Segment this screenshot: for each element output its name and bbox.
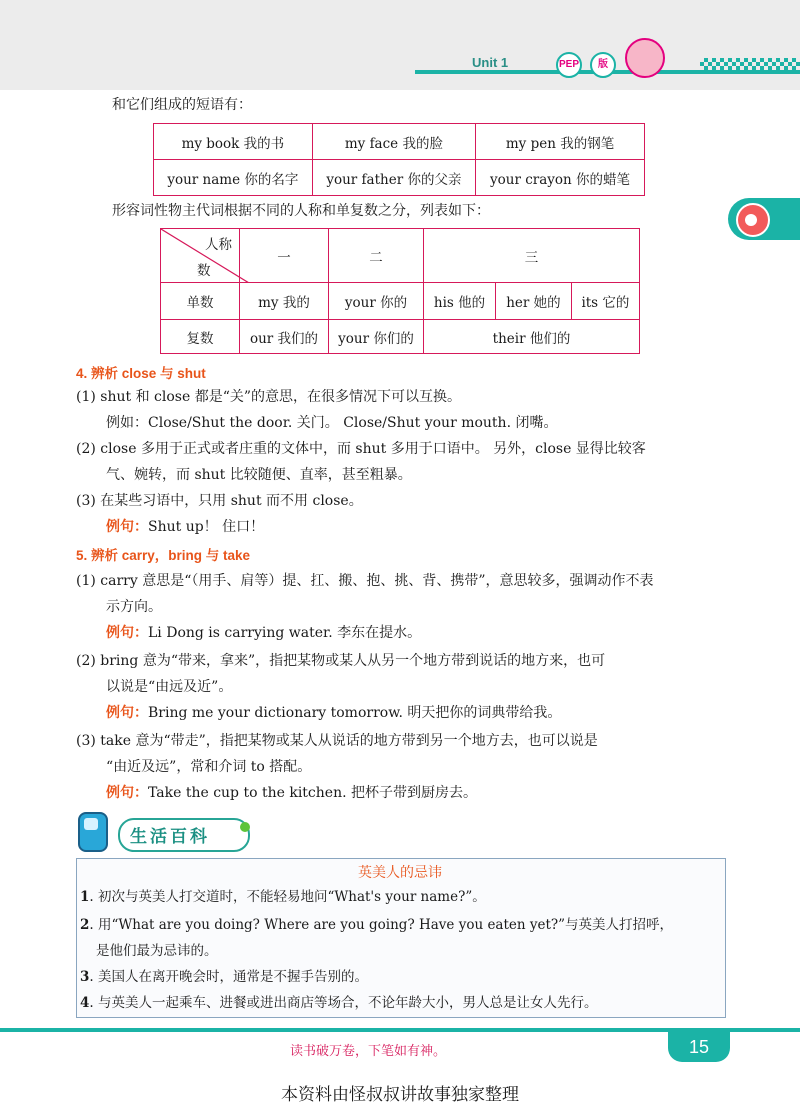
table-cell: your 你们的: [329, 320, 424, 354]
section-4-line: (2) close 多用于正式或者庄重的文体中，而 shut 多用于口语中。 另外，close 显得比较客: [76, 441, 646, 457]
example-text: Shut up！ 住口！: [148, 519, 265, 535]
section-5-example: [106, 700, 561, 726]
col-header: 一: [240, 229, 329, 283]
taboo-box-title: 英美人的忌讳: [358, 864, 442, 880]
pep-badge: PEP: [556, 52, 582, 78]
taboo-item: 4. 与英美人一起乘车、进餐或进出商店等场合，不论年龄大小，男人总是让女人先行。: [80, 995, 598, 1011]
table-cell: my pen 我的钢笔: [476, 124, 645, 160]
taboo-item: 2. 用“What are you doing? Where are you going? Have you eaten yet?”与英美人打招呼，: [80, 917, 674, 933]
header-band: [0, 0, 800, 90]
taboo-item: 1. 初次与英美人打交道时，不能轻易地问“What's your name?”。: [80, 889, 486, 905]
example-label: 例句：: [106, 705, 148, 721]
corner-bottom-label: 数: [197, 263, 211, 279]
section-5-line: (2) bring 意为“带来，拿来”，指把某物或某人从另一个地方带到说话的地方来，也可: [76, 653, 606, 669]
intro-text: 和它们组成的短语有：: [112, 97, 252, 113]
green-dot-icon: [240, 822, 250, 832]
table-cell: my 我的: [240, 283, 329, 320]
unit-label: Unit 1: [472, 55, 509, 70]
table-cell: its 它的: [571, 283, 639, 320]
taboo-item: 3. 美国人在离开晚会时，通常是不握手告别的。: [80, 969, 368, 985]
fox-face: [745, 214, 757, 226]
section-5-line: (3) take 意为“带走”，指把某物或某人从说话的地方带到另一个地方去，也可以说是: [76, 733, 598, 749]
section-5-line: “由近及远”，常和介词 to 搭配。: [106, 759, 312, 775]
life-heading: 生活百科: [130, 827, 210, 846]
section-4-line: 气、婉转，而 shut 比较随便、直率，甚至粗暴。: [106, 467, 412, 483]
table-cell: your name 你的名字: [154, 160, 313, 196]
table-cell: my book 我的书: [154, 124, 313, 160]
corner-top-label: 人称: [205, 237, 232, 253]
section-4-example: [106, 514, 264, 540]
page-number: 15: [668, 1032, 730, 1062]
col-header: 三: [424, 229, 640, 283]
pronoun-intro: 形容词性物主代词根据不同的人称和单复数之分，列表如下：: [112, 203, 490, 219]
section-5-line: 以说是“由远及近”。: [106, 679, 233, 695]
credit-line: 本资料由怪叔叔讲故事独家整理: [281, 1085, 519, 1104]
cartoon-girl-icon: [625, 38, 665, 78]
example-label: 例句：: [106, 519, 148, 535]
section-5-example: [106, 620, 421, 646]
edition-badge: 版: [590, 52, 616, 78]
phone-screen: [84, 818, 98, 830]
section-5-title: 5. 辨析 carry，bring 与 take: [76, 548, 251, 563]
example-label: 例句：: [106, 625, 148, 641]
section-5-line: (1) carry 意思是“（用手、肩等）提、扛、搬、抱、挑、背、携带”，意思较多，强调动作不表: [76, 573, 654, 589]
section-4-line: (1) shut 和 close 都是“关”的意思，在很多情况下可以互换。: [76, 389, 462, 405]
table-cell: our 我们的: [240, 320, 329, 354]
table-cell: my face 我的脸: [312, 124, 475, 160]
example-text: Take the cup to the kitchen. 把杯子带到厨房去。: [148, 785, 477, 801]
table-cell: your father 你的父亲: [312, 160, 475, 196]
section-4-line: 例如：Close/Shut the door. 关门。 Close/Shut your mouth. 闭嘴。: [106, 415, 558, 431]
table-cell: your crayon 你的蜡笔: [476, 160, 645, 196]
phrase-table: [153, 123, 645, 196]
section-5-line: 示方向。: [106, 599, 162, 615]
checker-pattern: [700, 58, 800, 72]
section-5-example: [106, 780, 477, 806]
col-header: 二: [329, 229, 424, 283]
footer-motto: 读书破万卷，下笔如有神。: [290, 1043, 447, 1058]
row-label: 复数: [161, 320, 240, 354]
taboo-item-cont: 是他们最为忌讳的。: [96, 943, 218, 959]
row-label: 单数: [161, 283, 240, 320]
corner-cell: [161, 229, 240, 283]
section-4-title: 4. 辨析 close 与 shut: [76, 366, 206, 381]
table-cell: your 你的: [329, 283, 424, 320]
table-cell: her 她的: [496, 283, 572, 320]
example-text: Bring me your dictionary tomorrow. 明天把你的词典带给我。: [148, 705, 562, 721]
pronoun-table: [160, 228, 640, 354]
example-label: 例句：: [106, 785, 148, 801]
table-cell: his 他的: [424, 283, 496, 320]
example-text: Li Dong is carrying water. 李东在提水。: [148, 625, 422, 641]
table-cell: their 他们的: [424, 320, 640, 354]
section-4-line: (3) 在某些习语中，只用 shut 而不用 close。: [76, 493, 363, 509]
